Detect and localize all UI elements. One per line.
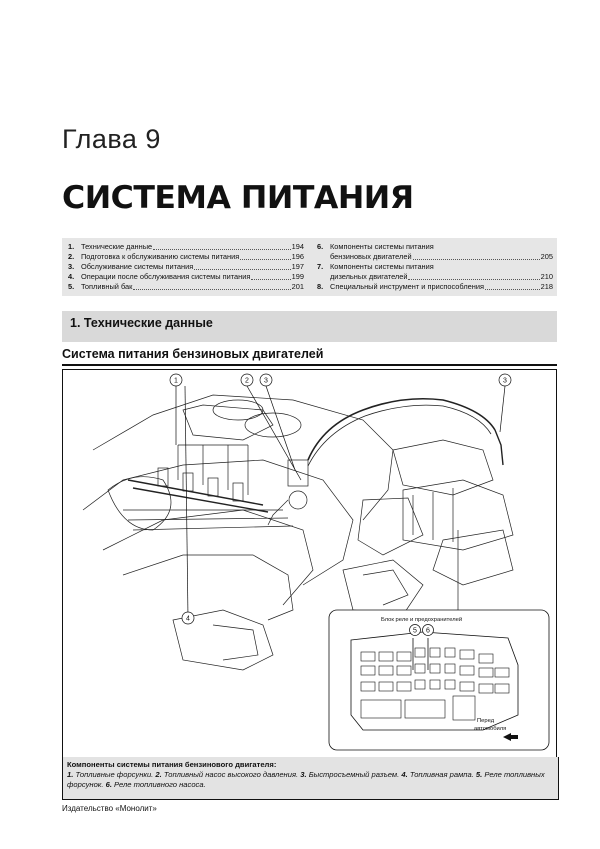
front-label: автомобиля — [474, 726, 507, 732]
callout-label: 3 — [264, 377, 268, 385]
toc-left-column — [68, 242, 304, 292]
callout-label: 3 — [503, 377, 507, 385]
section-heading: 1. Технические данные — [70, 316, 213, 330]
subsection-heading: Система питания бензиновых двигателей — [62, 347, 324, 361]
footer-rule — [62, 799, 557, 800]
caption-title: Компоненты системы питания бензинового двигателя: — [67, 760, 277, 769]
callout-label: 4 — [186, 615, 190, 623]
toc-item[interactable]: 1. Технические данные 194 — [68, 242, 304, 251]
section-heading-bar — [62, 311, 557, 342]
publisher-footer: Издательство «Монолит» — [62, 804, 157, 813]
relay-box-inset — [329, 610, 549, 750]
toc-item[interactable]: 5. Топливный бак 201 — [68, 282, 304, 291]
toc-item[interactable]: 8. Специальный инструмент и приспособления 218 — [317, 282, 553, 291]
callout-label: 1 — [174, 377, 178, 385]
engine-diagram — [63, 370, 556, 757]
callout-label: 6 — [426, 627, 430, 635]
toc-item[interactable]: 7. Компоненты системы питания — [317, 262, 434, 271]
caption-items: 1. Топливные форсунки. 2. Топливный насос высокого давления. 3. Быстросъемный разъем. 4. Топливная рампа. 5. Реле топливных форсунок. 6. Реле топливного насоса. — [67, 770, 545, 789]
toc-item[interactable]: 3. Обслуживание системы питания 197 — [68, 262, 304, 271]
table-of-contents — [62, 238, 557, 296]
engine-diagram-figure — [62, 369, 557, 758]
front-label: Перед — [477, 718, 495, 724]
callout-label: 5 — [413, 627, 417, 635]
chapter-label: Глава 9 — [62, 124, 161, 154]
toc-right-column — [317, 242, 553, 292]
page-title: СИСТЕМА ПИТАНИЯ — [62, 180, 414, 216]
toc-item[interactable]: 4. Операции после обслуживания системы питания 199 — [68, 272, 304, 281]
toc-item[interactable]: 2. Подготовка к обслуживанию системы питания 196 — [68, 252, 304, 261]
toc-item[interactable]: 6. Компоненты системы питания — [317, 242, 434, 251]
subsection-rule — [62, 364, 557, 366]
callout-label: 2 — [245, 377, 249, 385]
figure-caption — [62, 757, 559, 800]
toc-item-continuation[interactable]: бензиновых двигателей 205 — [330, 252, 553, 261]
relay-box-label: Блок реле и предохранителей — [381, 617, 463, 623]
toc-item-continuation[interactable]: дизельных двигателей 210 — [330, 272, 553, 281]
